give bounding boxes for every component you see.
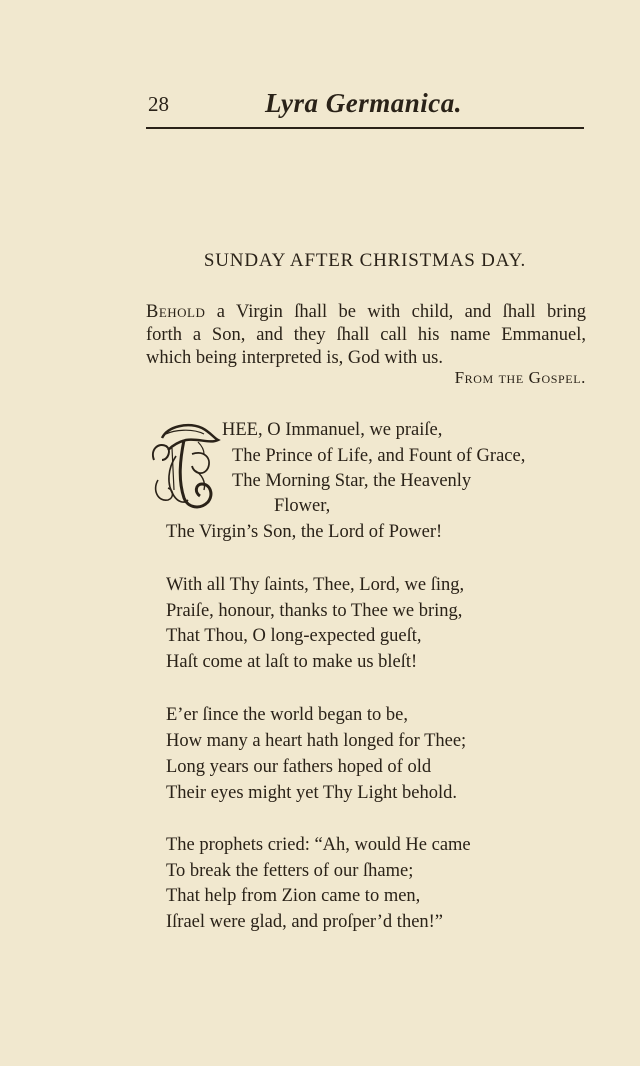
verse-line: That help from Zion came to men, — [166, 886, 421, 906]
verse-line: Their eyes might yet Thy Light behold. — [166, 783, 457, 803]
verse-line: That Thou, O long-expected gueſt, — [166, 626, 422, 646]
verse-line: The Morning Star, the Heavenly — [232, 471, 472, 491]
verse-line: With all Thy ſaints, Thee, Lord, we ſing, — [166, 575, 465, 595]
running-header — [148, 86, 584, 130]
verse-line: Iſrael were glad, and proſper’d then!” — [166, 912, 444, 932]
epigraph-line-3: which being interpreted is, God with us. — [146, 348, 443, 368]
epigraph-first-word: Behold — [146, 302, 206, 322]
verse-line: Haſt come at laſt to make us bleſt! — [166, 652, 418, 672]
epigraph — [146, 301, 586, 370]
verse-line: The Virgin’s Son, the Lord of Power! — [166, 522, 443, 542]
epigraph-line-1-text: a Virgin ſhall be with child, and ſhall bring — [205, 302, 586, 322]
section-title: SUNDAY AFTER CHRISTMAS DAY. — [203, 250, 527, 271]
verse-line: The Prince of Life, and Fount of Grace, — [232, 446, 526, 466]
ornamental-dropcap — [148, 420, 222, 512]
epigraph-source: From the Gospel. — [454, 368, 586, 387]
verse-line: Long years our fathers hoped of old — [166, 757, 432, 777]
verse-line: HEE, O Immanuel, we praiſe, — [222, 420, 443, 440]
header-rule — [146, 127, 584, 129]
running-title: Lyra Germanica. — [265, 88, 462, 118]
epigraph-line-1 — [146, 301, 586, 324]
epigraph-line-2: forth a Son, and they ſhall call his name Emmanuel, — [146, 325, 586, 345]
verse-line: Flower, — [274, 496, 331, 516]
verse-line: How many a heart hath longed for Thee; — [166, 731, 467, 751]
verse-line: To break the fetters of our ſhame; — [166, 861, 414, 881]
verse-line: E’er ſince the world began to be, — [166, 705, 408, 725]
page-number: 28 — [148, 92, 169, 116]
verse-line: The prophets cried: “Ah, would He came — [166, 835, 471, 855]
verse-line: Praiſe, honour, thanks to Thee we bring, — [166, 601, 463, 621]
